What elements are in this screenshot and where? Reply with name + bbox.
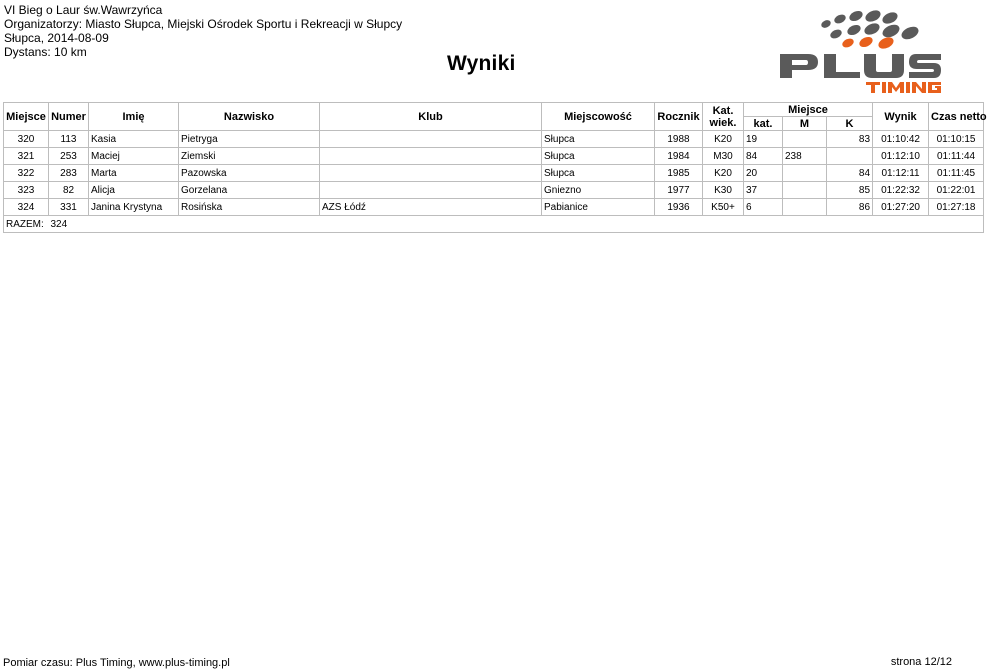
cell-czas-netto: 01:22:01 bbox=[929, 182, 984, 199]
organizers: Organizatorzy: Miasto Słupca, Miejski Ośrodek Sportu i Rekreacji w Słupcy bbox=[4, 17, 403, 31]
cell-nazwisko: Pazowska bbox=[179, 165, 320, 182]
cell-miejscowosc: Słupca bbox=[542, 148, 655, 165]
col-imie: Imię bbox=[89, 103, 179, 131]
distance: Dystans: 10 km bbox=[4, 45, 87, 59]
cell-numer: 253 bbox=[49, 148, 89, 165]
summary-value: 324 bbox=[49, 216, 984, 233]
col-klub: Klub bbox=[320, 103, 542, 131]
page-title: Wyniki bbox=[447, 52, 516, 75]
cell-kat: 6 bbox=[744, 199, 783, 216]
cell-rocznik: 1984 bbox=[655, 148, 703, 165]
cell-m bbox=[783, 131, 827, 148]
cell-imie: Kasia bbox=[89, 131, 179, 148]
cell-wynik: 01:12:11 bbox=[873, 165, 929, 182]
col-kat-wiek-line1: Kat. bbox=[712, 104, 734, 117]
cell-kat: 37 bbox=[744, 182, 783, 199]
cell-rocznik: 1936 bbox=[655, 199, 703, 216]
cell-czas-netto: 01:11:44 bbox=[929, 148, 984, 165]
cell-k: 83 bbox=[827, 131, 873, 148]
col-czas-netto: Czas netto bbox=[929, 103, 984, 131]
table-header-row bbox=[4, 103, 984, 117]
cell-miejscowosc: Słupca bbox=[542, 131, 655, 148]
cell-kat-wiek: K50+ bbox=[703, 199, 744, 216]
summary-label: RAZEM: bbox=[4, 216, 49, 233]
cell-m bbox=[783, 199, 827, 216]
cell-imie: Alicja bbox=[89, 182, 179, 199]
cell-kat-wiek: M30 bbox=[703, 148, 744, 165]
cell-m bbox=[783, 165, 827, 182]
col-kat-wiek-line2: wiek. bbox=[709, 116, 737, 129]
cell-kat: 19 bbox=[744, 131, 783, 148]
cell-nazwisko: Ziemski bbox=[179, 148, 320, 165]
cell-klub bbox=[320, 182, 542, 199]
table-row bbox=[4, 131, 984, 148]
cell-miejscowosc: Gniezno bbox=[542, 182, 655, 199]
summary-row bbox=[4, 216, 984, 233]
cell-klub: AZS Łódź bbox=[320, 199, 542, 216]
cell-nazwisko: Pietryga bbox=[179, 131, 320, 148]
cell-numer: 283 bbox=[49, 165, 89, 182]
page-number: strona 12/12 bbox=[890, 656, 952, 668]
col-miejscowosc: Miejscowość bbox=[542, 103, 655, 131]
cell-rocznik: 1977 bbox=[655, 182, 703, 199]
cell-k: 85 bbox=[827, 182, 873, 199]
cell-miejscowosc: Słupca bbox=[542, 165, 655, 182]
cell-czas-netto: 01:27:18 bbox=[929, 199, 984, 216]
cell-klub bbox=[320, 131, 542, 148]
cell-kat: 20 bbox=[744, 165, 783, 182]
cell-imie: Marta bbox=[89, 165, 179, 182]
col-kat-wiek bbox=[703, 103, 744, 131]
col-nazwisko: Nazwisko bbox=[179, 103, 320, 131]
cell-czas-netto: 01:10:15 bbox=[929, 131, 984, 148]
col-m: M bbox=[783, 117, 827, 131]
cell-numer: 113 bbox=[49, 131, 89, 148]
col-numer: Numer bbox=[49, 103, 89, 131]
place-date: Słupca, 2014-08-09 bbox=[4, 31, 109, 45]
cell-kat-wiek: K20 bbox=[703, 131, 744, 148]
cell-numer: 331 bbox=[49, 199, 89, 216]
event-title: VI Bieg o Laur św.Wawrzyńca bbox=[4, 3, 163, 17]
cell-k: 86 bbox=[827, 199, 873, 216]
col-miejsce-group: Miejsce bbox=[744, 103, 873, 117]
cell-miejsce: 323 bbox=[4, 182, 49, 199]
cell-miejscowosc: Pabianice bbox=[542, 199, 655, 216]
cell-miejsce: 324 bbox=[4, 199, 49, 216]
cell-klub bbox=[320, 165, 542, 182]
cell-wynik: 01:27:20 bbox=[873, 199, 929, 216]
cell-miejsce: 322 bbox=[4, 165, 49, 182]
cell-numer: 82 bbox=[49, 182, 89, 199]
col-miejsce: Miejsce bbox=[4, 103, 49, 131]
table-row bbox=[4, 165, 984, 182]
table-row bbox=[4, 182, 984, 199]
cell-m bbox=[783, 182, 827, 199]
plus-timing-logo bbox=[778, 10, 943, 94]
cell-k: 84 bbox=[827, 165, 873, 182]
cell-wynik: 01:22:32 bbox=[873, 182, 929, 199]
col-k: K bbox=[827, 117, 873, 131]
cell-kat: 84 bbox=[744, 148, 783, 165]
cell-kat-wiek: K20 bbox=[703, 165, 744, 182]
cell-nazwisko: Rosińska bbox=[179, 199, 320, 216]
cell-rocznik: 1985 bbox=[655, 165, 703, 182]
col-rocznik: Rocznik bbox=[655, 103, 703, 131]
table-row bbox=[4, 148, 984, 165]
cell-kat-wiek: K30 bbox=[703, 182, 744, 199]
cell-imie: Maciej bbox=[89, 148, 179, 165]
footer-timing-credit: Pomiar czasu: Plus Timing, www.plus-timing.pl bbox=[3, 657, 230, 669]
cell-wynik: 01:10:42 bbox=[873, 131, 929, 148]
cell-imie: Janina Krystyna bbox=[89, 199, 179, 216]
cell-wynik: 01:12:10 bbox=[873, 148, 929, 165]
cell-miejsce: 320 bbox=[4, 131, 49, 148]
cell-nazwisko: Gorzelana bbox=[179, 182, 320, 199]
col-wynik: Wynik bbox=[873, 103, 929, 131]
results-table bbox=[3, 102, 987, 233]
cell-czas-netto: 01:11:45 bbox=[929, 165, 984, 182]
cell-m: 238 bbox=[783, 148, 827, 165]
table-row bbox=[4, 199, 984, 216]
col-kat: kat. bbox=[744, 117, 783, 131]
cell-miejsce: 321 bbox=[4, 148, 49, 165]
cell-klub bbox=[320, 148, 542, 165]
cell-k bbox=[827, 148, 873, 165]
cell-rocznik: 1988 bbox=[655, 131, 703, 148]
